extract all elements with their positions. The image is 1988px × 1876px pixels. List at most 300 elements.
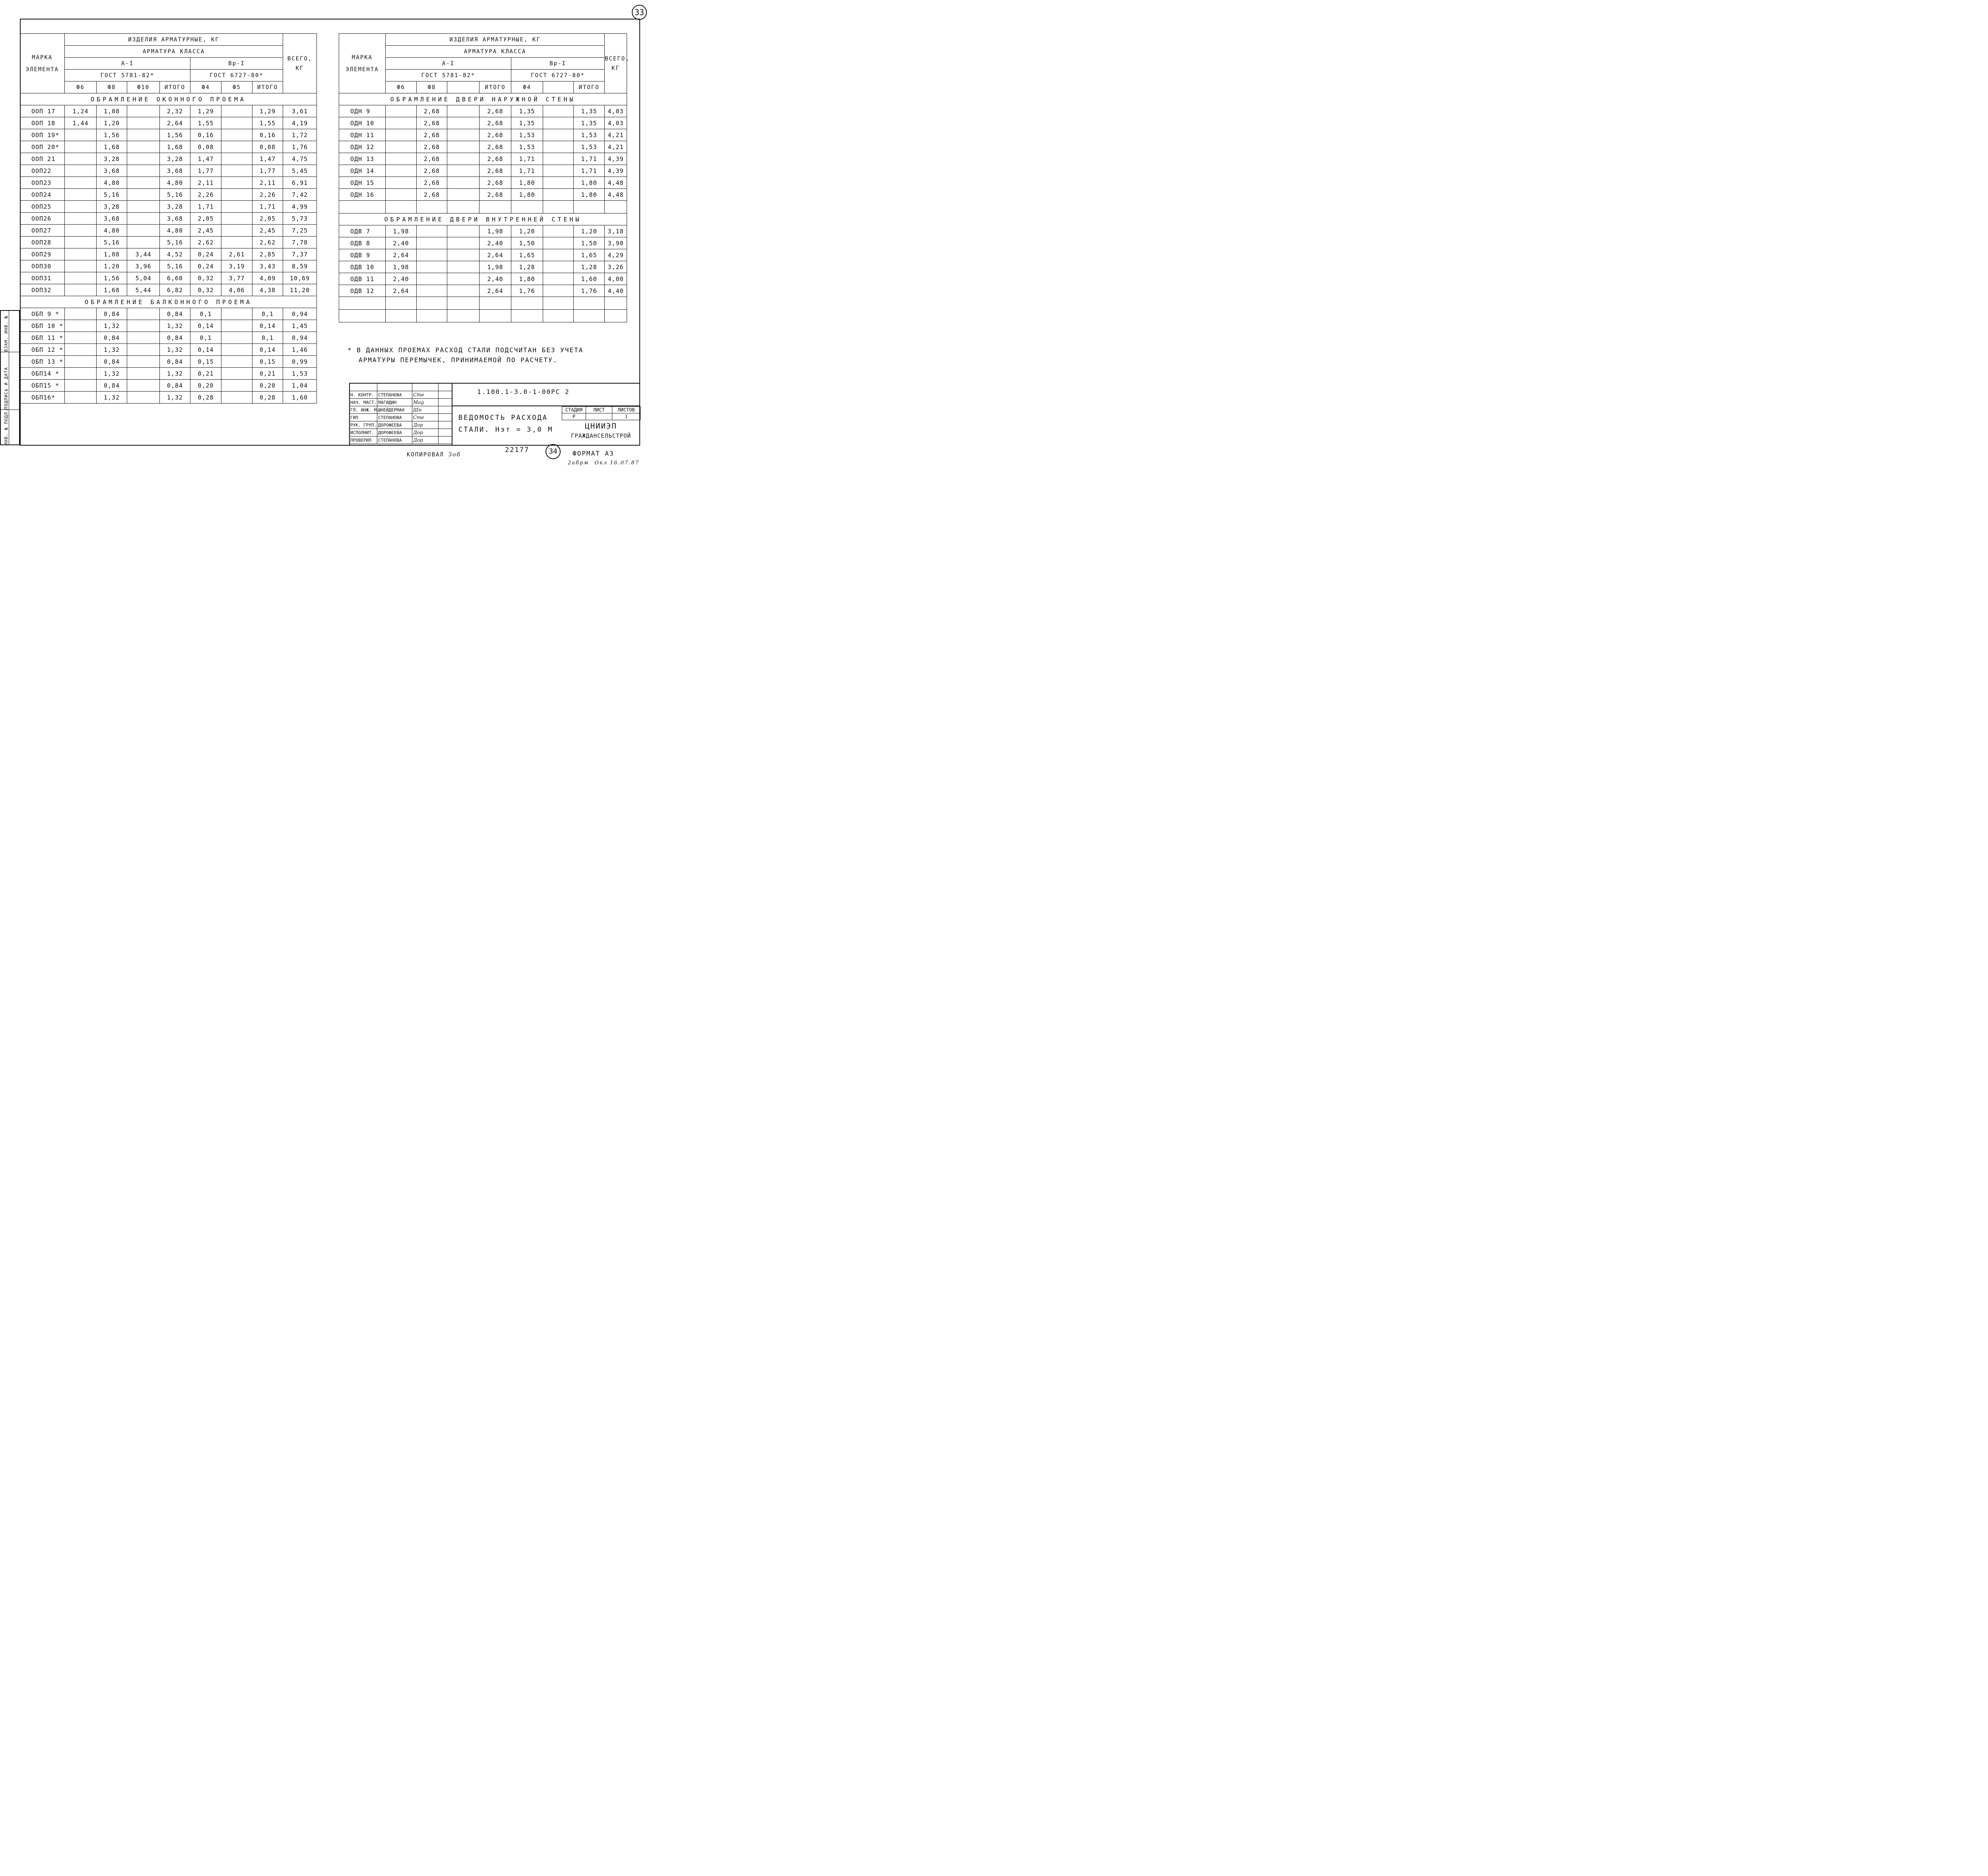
side-label: ПОДПИСЬ И ДАТА	[4, 367, 9, 409]
table-cell	[65, 213, 97, 225]
table-cell	[65, 332, 97, 344]
org-line: ГРАЖДАНСЕЛЬСТРОЙ	[571, 433, 631, 439]
table-cell	[127, 153, 160, 165]
side-cell	[0, 409, 9, 445]
table-cell	[127, 332, 160, 344]
element-mark: ООП22	[20, 165, 65, 177]
col-header: Ф5	[221, 81, 252, 93]
table-cell	[127, 344, 160, 356]
table-cell: 2,68	[417, 141, 447, 153]
table-cell: 1,56	[160, 129, 190, 141]
table-cell	[127, 141, 160, 153]
table-cell: 2,68	[417, 117, 447, 129]
table-row	[339, 225, 627, 237]
table-cell: 4,19	[283, 117, 317, 129]
table-cell	[221, 165, 252, 177]
table-cell: 0,14	[252, 344, 283, 356]
element-mark: ОБП 13 *	[20, 356, 65, 368]
table-cell	[65, 344, 97, 356]
element-mark: ОДН 14	[339, 165, 386, 177]
table-cell: 1,20	[97, 260, 127, 272]
table-cell: 1,76	[574, 285, 605, 297]
table-cell: 1,50	[511, 237, 543, 249]
table-cell	[543, 237, 574, 249]
table-row	[20, 165, 317, 177]
mark-header: МАРКА ЭЛЕМЕНТА	[20, 34, 65, 93]
table-cell: 1,32	[160, 344, 190, 356]
table-cell	[543, 201, 574, 213]
table-cell: 1,55	[190, 117, 221, 129]
col-header: ИТОГО	[252, 81, 283, 93]
table-cell	[447, 273, 480, 285]
table-cell: 4,21	[605, 129, 627, 141]
stamp-blank	[349, 384, 377, 391]
staff-name: ДОРОФЕЕВА	[377, 429, 412, 437]
date-note: 2абрм	[568, 460, 589, 466]
table-cell	[65, 189, 97, 201]
staff-row	[349, 429, 452, 437]
table-cell	[417, 237, 447, 249]
table-cell: 1,68	[160, 141, 190, 153]
col-header: ИТОГО	[160, 81, 190, 93]
table-cell: 2,68	[480, 129, 511, 141]
table-cell: 5,45	[283, 165, 317, 177]
table-cell: 1,24	[65, 105, 97, 117]
table-cell: 0,84	[97, 380, 127, 392]
table-cell: 2,64	[386, 285, 417, 297]
element-mark	[339, 201, 386, 213]
table-row	[339, 237, 627, 249]
element-mark	[339, 310, 386, 322]
table-cell: 0,21	[252, 368, 283, 380]
table-row	[20, 260, 317, 272]
table-cell: 2,40	[480, 237, 511, 249]
table-cell: 1,80	[574, 177, 605, 189]
table-cell: 0,20	[190, 380, 221, 392]
table-cell: 2,40	[480, 273, 511, 285]
table-cell	[480, 297, 511, 310]
page-number: 33	[632, 5, 647, 20]
element-mark: ОДН 10	[339, 117, 386, 129]
table-cell	[386, 310, 417, 322]
table-cell	[543, 129, 574, 141]
table-cell: 1,28	[574, 261, 605, 273]
element-mark: ОБП 10 *	[20, 320, 65, 332]
element-mark: ООП27	[20, 225, 65, 237]
table-row	[339, 165, 627, 177]
staff-blank	[439, 429, 452, 437]
element-mark: ООП25	[20, 201, 65, 213]
table-cell: 0,28	[252, 392, 283, 404]
table-row	[339, 153, 627, 165]
table-cell: 0,16	[252, 129, 283, 141]
element-mark: ОБП 12 *	[20, 344, 65, 356]
table-cell: 0,16	[190, 129, 221, 141]
table-cell	[127, 380, 160, 392]
element-mark: ООП 20*	[20, 141, 65, 153]
table-cell: 2,85	[252, 248, 283, 260]
table-cell: 1,29	[252, 105, 283, 117]
table-cell	[447, 141, 480, 153]
table-cell: 1,32	[97, 368, 127, 380]
table-cell: 6,91	[283, 177, 317, 189]
table-row	[339, 261, 627, 273]
table-cell: 2,68	[480, 141, 511, 153]
table-cell	[447, 165, 480, 177]
table-cell: 1,53	[283, 368, 317, 380]
staff-blank	[439, 437, 452, 444]
table-cell: 1,98	[386, 225, 417, 237]
staff-role: НАЧ. МАСТ.	[349, 399, 377, 406]
element-mark: ООП 19*	[20, 129, 65, 141]
table-cell: 1,71	[511, 165, 543, 177]
table-cell: 0,1	[190, 308, 221, 320]
table-cell	[221, 213, 252, 225]
table-row	[20, 237, 317, 248]
table-cell	[65, 153, 97, 165]
table-cell	[417, 310, 447, 322]
table-row	[339, 189, 627, 201]
table-cell: 0,84	[160, 308, 190, 320]
section-title: ОБРАМЛЕНИЕ БАЛКОННОГО ПРОЕМА	[20, 296, 317, 308]
document-code: 1.100.1-3.0-1-00РС 2	[477, 388, 570, 396]
table-cell: 3,28	[160, 201, 190, 213]
table-cell: 1,98	[480, 225, 511, 237]
table-cell	[221, 141, 252, 153]
table-cell	[386, 297, 417, 310]
table-cell: 1,08	[97, 105, 127, 117]
table-cell	[221, 129, 252, 141]
table-row	[20, 284, 317, 296]
staff-name: СТЕПАНОВА	[377, 437, 412, 444]
table-cell: 1,53	[574, 141, 605, 153]
table-cell	[447, 310, 480, 322]
table-cell: 4,21	[605, 141, 627, 153]
element-mark: ООП 17	[20, 105, 65, 117]
table-cell	[386, 201, 417, 213]
table-row	[20, 332, 317, 344]
table-row	[20, 105, 317, 117]
table-cell	[65, 260, 97, 272]
table-cell	[386, 141, 417, 153]
table-cell: 4,00	[605, 273, 627, 285]
element-mark: ОДВ 7	[339, 225, 386, 237]
table-cell: 1,53	[511, 141, 543, 153]
table-cell: 2,62	[190, 237, 221, 248]
table-cell: 1,32	[160, 392, 190, 404]
organization	[562, 421, 640, 441]
table-cell: 2,64	[480, 249, 511, 261]
class-b-header: Вр-I	[511, 58, 605, 70]
table-row	[339, 117, 627, 129]
staff-name: СТЕПАНОВА	[377, 414, 412, 421]
staff-blank	[439, 421, 452, 429]
element-mark: ОБП16*	[20, 392, 65, 404]
table-row	[20, 308, 317, 320]
table-cell: 1,76	[511, 285, 543, 297]
table-cell: 4,03	[605, 105, 627, 117]
table-cell: 1,80	[511, 189, 543, 201]
table-row	[339, 310, 627, 322]
table-cell: 2,68	[417, 129, 447, 141]
class-b-header: Вр-I	[190, 58, 283, 70]
table-row	[20, 189, 317, 201]
table-cell	[511, 310, 543, 322]
table-cell: 3,26	[605, 261, 627, 273]
format-label: ФОРМАТ А3	[573, 450, 614, 457]
table-cell: 2,68	[480, 153, 511, 165]
table-cell: 4,09	[252, 272, 283, 284]
table-cell: 0,08	[190, 141, 221, 153]
table-cell	[221, 308, 252, 320]
table-cell	[127, 165, 160, 177]
table-cell	[417, 261, 447, 273]
table-cell: 0,15	[190, 356, 221, 368]
table-cell: 2,68	[480, 165, 511, 177]
staff-signature: Mag	[412, 399, 439, 406]
table-cell: 0,84	[97, 308, 127, 320]
table-cell	[127, 177, 160, 189]
products-header: ИЗДЕЛИЯ АРМАТУРНЫЕ, КГ	[386, 34, 605, 46]
table-cell: 2,05	[190, 213, 221, 225]
table-cell: 3,61	[283, 105, 317, 117]
table-cell: 0,15	[252, 356, 283, 368]
table-cell: 0,14	[252, 320, 283, 332]
footnote	[348, 345, 583, 365]
element-mark: ОДН 12	[339, 141, 386, 153]
table-cell: 2,68	[417, 153, 447, 165]
table-cell: 3,96	[127, 260, 160, 272]
table-cell: 5,16	[160, 260, 190, 272]
table-cell: 0,84	[160, 332, 190, 344]
copied-text: КОПИРОВАЛ	[407, 452, 444, 458]
table-cell	[574, 310, 605, 322]
table-cell: 5,73	[283, 213, 317, 225]
table-cell: 7,78	[283, 237, 317, 248]
footnote-line: АРМАТУРЫ ПЕРЕМЫЧЕК, ПРИНИМАЕМОЙ ПО РАСЧЕТУ.	[359, 356, 558, 364]
table-cell: 3,44	[127, 248, 160, 260]
table-cell: 0,14	[190, 320, 221, 332]
table-cell	[605, 297, 627, 310]
table-row	[339, 285, 627, 297]
table-cell: 0,21	[190, 368, 221, 380]
table-cell	[221, 153, 252, 165]
staff-signature: Шн	[412, 406, 439, 414]
table-cell	[543, 153, 574, 165]
stamp-blank	[412, 384, 439, 391]
table-cell	[447, 201, 480, 213]
table-cell: 4,29	[605, 249, 627, 261]
element-mark: ООП31	[20, 272, 65, 284]
table-cell	[480, 201, 511, 213]
col-header	[543, 81, 574, 93]
table-cell: 1,20	[511, 225, 543, 237]
table-row	[339, 249, 627, 261]
table-cell: 3,19	[221, 260, 252, 272]
table-row	[20, 117, 317, 129]
table-cell	[221, 320, 252, 332]
element-mark: ОДВ 12	[339, 285, 386, 297]
table-cell	[543, 177, 574, 189]
rebar-class-header: АРМАТУРА КЛАССА	[65, 46, 283, 58]
table-cell	[543, 310, 574, 322]
archive-number: 22177	[505, 446, 530, 454]
table-cell: 2,68	[417, 189, 447, 201]
table-cell	[543, 273, 574, 285]
table-cell: 1,20	[574, 225, 605, 237]
table-cell: 1,32	[97, 320, 127, 332]
table-cell: 1,60	[574, 273, 605, 285]
table-cell: 4,03	[605, 117, 627, 129]
table-cell	[221, 201, 252, 213]
table-cell	[65, 368, 97, 380]
table-cell: 4,40	[605, 285, 627, 297]
section-title: ОБРАМЛЕНИЕ ОКОННОГО ПРОЕМА	[20, 93, 317, 105]
table-cell	[386, 105, 417, 117]
gost-a-header: ГОСТ 5781-82*	[386, 70, 511, 81]
gost-b-header: ГОСТ 6727-80*	[190, 70, 283, 81]
table-cell: 1,32	[160, 320, 190, 332]
col-header	[447, 81, 480, 93]
table-cell: 10,69	[283, 272, 317, 284]
stage-value: Р	[562, 413, 586, 420]
table-cell	[543, 165, 574, 177]
table-cell	[65, 177, 97, 189]
table-cell	[65, 272, 97, 284]
side-label: ВЗАМ. ИНВ. №	[4, 315, 9, 352]
table-cell	[543, 285, 574, 297]
side-cell	[0, 310, 9, 352]
table-cell	[65, 392, 97, 404]
element-mark: ОБП 9 *	[20, 308, 65, 320]
staff-row	[349, 437, 452, 444]
right-steel-table	[339, 33, 630, 322]
table-cell: 6,82	[160, 284, 190, 296]
date-handwriting	[568, 460, 639, 466]
table-cell	[447, 261, 480, 273]
table-cell: 3,68	[160, 165, 190, 177]
left-steel-table	[20, 33, 317, 404]
element-mark: ОДН 15	[339, 177, 386, 189]
table-cell: 4,80	[97, 225, 127, 237]
table-cell: 0,08	[252, 141, 283, 153]
table-row	[20, 213, 317, 225]
table-row	[20, 344, 317, 356]
table-cell: 1,80	[574, 189, 605, 201]
table-cell	[543, 141, 574, 153]
table-cell	[127, 368, 160, 380]
staff-blank	[439, 414, 452, 421]
table-cell: 0,20	[252, 380, 283, 392]
table-cell: 4,99	[283, 201, 317, 213]
sheets-value: 1	[612, 413, 641, 420]
table-cell	[221, 380, 252, 392]
table-cell	[447, 117, 480, 129]
table-cell: 2,68	[480, 105, 511, 117]
table-cell: 3,43	[252, 260, 283, 272]
table-cell	[221, 177, 252, 189]
table-cell	[417, 297, 447, 310]
staff-blank	[439, 406, 452, 414]
table-cell	[221, 237, 252, 248]
table-cell	[127, 117, 160, 129]
table-cell	[605, 310, 627, 322]
col-header: Ф4	[190, 81, 221, 93]
table-cell: 5,16	[97, 237, 127, 248]
table-cell: 1,44	[65, 117, 97, 129]
sheets-label: ЛИСТОВ	[612, 407, 641, 413]
table-cell: 5,16	[160, 237, 190, 248]
table-cell: 2,61	[221, 248, 252, 260]
element-mark: ООП28	[20, 237, 65, 248]
table-cell	[221, 332, 252, 344]
table-cell: 1,50	[574, 237, 605, 249]
table-cell	[65, 248, 97, 260]
table-cell: 6,60	[160, 272, 190, 284]
table-cell	[386, 129, 417, 141]
gost-b-header: ГОСТ 6727-80*	[511, 70, 605, 81]
table-cell: 1,56	[97, 272, 127, 284]
table-cell	[511, 297, 543, 310]
col-header: Ф4	[511, 81, 543, 93]
element-mark: ОДН 16	[339, 189, 386, 201]
table-cell: 0,32	[190, 272, 221, 284]
table-cell: 4,39	[605, 165, 627, 177]
table-cell: 1,77	[190, 165, 221, 177]
table-cell	[127, 237, 160, 248]
table-cell: 1,35	[574, 117, 605, 129]
copied-signature: Зоб	[448, 452, 461, 458]
table-cell	[221, 392, 252, 404]
table-cell	[65, 237, 97, 248]
table-cell: 1,28	[511, 261, 543, 273]
table-row	[339, 297, 627, 310]
table-cell: 3,28	[97, 201, 127, 213]
stamp-blank	[439, 384, 452, 391]
element-mark: ООП29	[20, 248, 65, 260]
table-cell	[65, 308, 97, 320]
table-cell	[543, 117, 574, 129]
document-title	[458, 412, 553, 436]
table-cell: 4,48	[605, 189, 627, 201]
table-cell: 1,53	[511, 129, 543, 141]
col-header: Ф6	[386, 81, 417, 93]
element-mark: ОДВ 9	[339, 249, 386, 261]
table-cell: 2,68	[417, 177, 447, 189]
table-cell: 1,55	[252, 117, 283, 129]
staff-role: ИСПОЛНИТ.	[349, 429, 377, 437]
table-cell: 2,26	[190, 189, 221, 201]
table-cell: 5,04	[127, 272, 160, 284]
staff-signature: Дор	[412, 429, 439, 437]
staff-blank	[439, 391, 452, 399]
table-row	[20, 368, 317, 380]
table-row	[20, 141, 317, 153]
table-cell: 2,45	[252, 225, 283, 237]
table-cell	[386, 153, 417, 165]
table-cell	[605, 201, 627, 213]
table-row	[339, 141, 627, 153]
class-a-header: А-I	[65, 58, 190, 70]
table-cell	[417, 201, 447, 213]
element-mark: ОДВ 10	[339, 261, 386, 273]
table-cell: 7,42	[283, 189, 317, 201]
table-cell	[447, 105, 480, 117]
table-cell: 1,71	[190, 201, 221, 213]
table-cell	[127, 189, 160, 201]
table-cell: 0,1	[252, 308, 283, 320]
table-cell: 0,14	[190, 344, 221, 356]
